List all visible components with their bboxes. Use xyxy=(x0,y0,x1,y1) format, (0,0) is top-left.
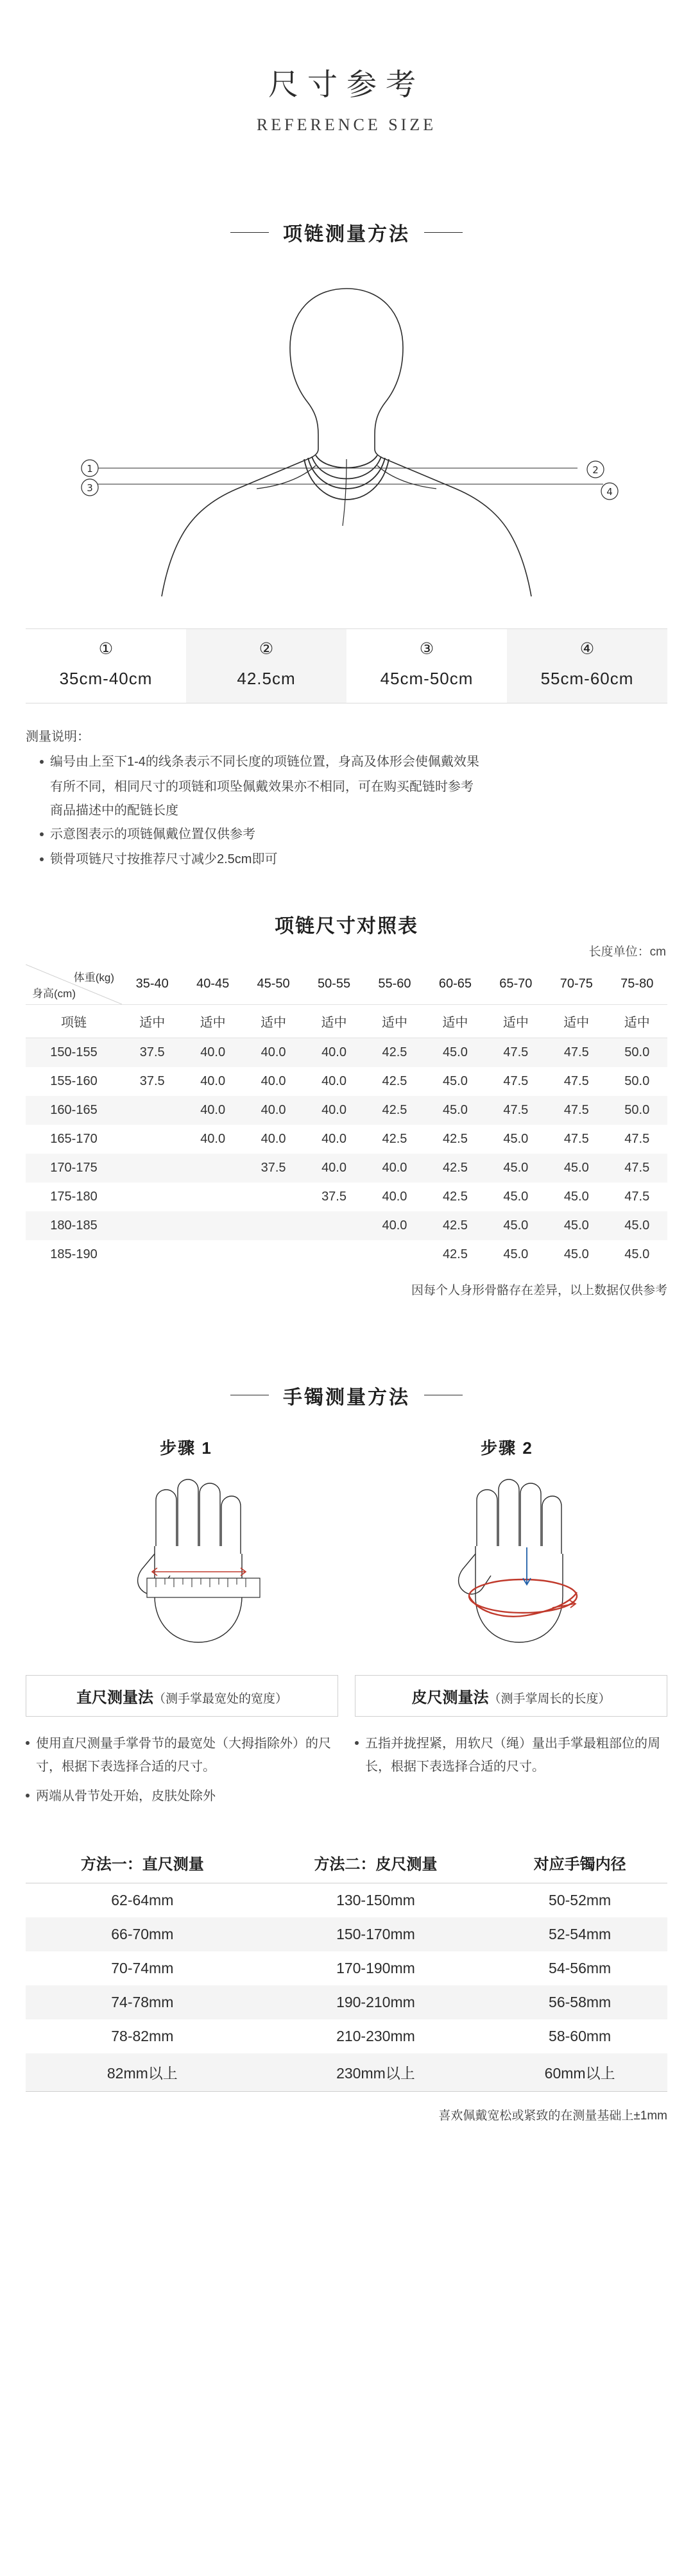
sub-header-label: 项链 xyxy=(26,1004,122,1038)
table-row xyxy=(26,1883,667,1917)
row-height: 150-155 xyxy=(50,1045,98,1059)
cell: 40.0 xyxy=(200,1131,226,1146)
method-2-title: 皮尺测量法 xyxy=(411,1688,489,1706)
cell: 210-230mm xyxy=(336,2027,415,2044)
cell: 45.0 xyxy=(563,1189,589,1204)
cell: 42.5 xyxy=(442,1131,468,1146)
cell: 45.0 xyxy=(503,1131,529,1146)
cell: 37.5 xyxy=(261,1160,286,1175)
cell: 40.0 xyxy=(200,1102,226,1117)
corner-height-label: 身高(cm) xyxy=(32,987,76,1000)
rule-left xyxy=(230,232,269,233)
cell xyxy=(122,1096,182,1125)
cell: 37.5 xyxy=(139,1045,165,1059)
bracelet-step-2 xyxy=(346,1435,667,1666)
band-cell-4 xyxy=(507,629,667,703)
cell: 130-150mm xyxy=(336,1891,415,1908)
hand-illustration-tape xyxy=(346,1470,667,1666)
cell: 40.0 xyxy=(382,1160,407,1175)
cell xyxy=(243,1240,304,1269)
cell: 45.0 xyxy=(624,1247,650,1261)
cell xyxy=(304,1211,364,1240)
cell: 50-52mm xyxy=(549,1891,612,1908)
cell: 45.0 xyxy=(563,1247,589,1261)
cell: 52-54mm xyxy=(549,1925,612,1942)
cell: 50.0 xyxy=(624,1102,650,1117)
cell: 45.0 xyxy=(503,1218,529,1233)
cell: 40.0 xyxy=(261,1045,286,1059)
cell: 42.5 xyxy=(382,1102,407,1117)
row-height: 155-160 xyxy=(50,1073,98,1088)
bracelet-notes-right xyxy=(355,1732,667,1814)
band-cell-2 xyxy=(186,629,346,703)
method-1-title: 直尺测量法 xyxy=(76,1688,153,1706)
sub-header-2: 适中 xyxy=(243,1004,304,1038)
sub-header-0: 适中 xyxy=(122,1004,182,1038)
page-header xyxy=(0,0,693,135)
cell: 60mm以上 xyxy=(492,2053,667,2092)
cell: 40.0 xyxy=(382,1218,407,1233)
cell xyxy=(182,1240,243,1269)
cell: 66-70mm xyxy=(111,1925,174,1942)
bracelet-note-right-1: 五指并拢捏紧，用软尺（绳）量出手掌最粗部位的周长，根据下表选择合适的尺寸。 xyxy=(355,1732,667,1778)
page-title-cn: 尺寸参考 xyxy=(268,69,425,102)
row-height: 170-175 xyxy=(50,1160,98,1175)
cell: 40.0 xyxy=(321,1160,346,1175)
bracelet-note-left-2: 两端从骨节处开始，皮肤处除外 xyxy=(26,1785,338,1808)
necklace-title-text: 项链测量方法 xyxy=(283,224,410,245)
sub-header-1: 适中 xyxy=(182,1004,243,1038)
cell xyxy=(122,1154,182,1183)
cell: 45.0 xyxy=(503,1160,529,1175)
bracelet-note-left-1: 使用直尺测量手掌骨节的最宽处（大拇指除外）的尺寸，根据下表选择合适的尺寸。 xyxy=(26,1732,338,1778)
cell: 40.0 xyxy=(261,1073,286,1088)
cell: 45.0 xyxy=(624,1218,650,1233)
bracelet-notes-left xyxy=(26,1732,338,1814)
cell: 45.0 xyxy=(503,1247,529,1261)
notes-lead: 测量说明： xyxy=(26,729,90,744)
bracelet-col-header-0: 方法一：直尺测量 xyxy=(26,1844,259,1883)
cell: 42.5 xyxy=(442,1247,468,1261)
cell: 62-64mm xyxy=(111,1891,174,1908)
cell: 40.0 xyxy=(200,1045,226,1059)
cell: 82mm以上 xyxy=(26,2053,259,2092)
cell: 47.5 xyxy=(503,1073,529,1088)
cell: 47.5 xyxy=(563,1073,589,1088)
cell: 40.0 xyxy=(261,1102,286,1117)
cell xyxy=(122,1240,182,1269)
col-header-5: 60-65 xyxy=(425,964,485,1005)
band-number-2: ② xyxy=(259,640,274,658)
col-header-8: 75-80 xyxy=(607,964,668,1005)
cell: 42.5 xyxy=(442,1160,468,1175)
table-row xyxy=(26,1211,667,1240)
cell: 37.5 xyxy=(139,1073,165,1088)
size-table-unit: 长度单位：cm xyxy=(588,945,666,959)
band-value-1: 35cm-40cm xyxy=(59,668,153,688)
cell: 42.5 xyxy=(442,1218,468,1233)
cell: 170-190mm xyxy=(336,1959,415,1976)
necklace-notes xyxy=(26,725,667,871)
band-number-3: ③ xyxy=(419,640,434,658)
cell: 45.0 xyxy=(503,1189,529,1204)
svg-text:2: 2 xyxy=(592,464,599,476)
col-header-7: 70-75 xyxy=(546,964,606,1005)
cell: 45.0 xyxy=(442,1073,468,1088)
col-header-6: 65-70 xyxy=(486,964,546,1005)
cell: 47.5 xyxy=(503,1045,529,1059)
cell: 56-58mm xyxy=(549,1993,612,2010)
table-row xyxy=(26,2019,667,2053)
method-box-tape xyxy=(355,1675,667,1717)
necklace-section-title xyxy=(0,218,693,246)
col-header-3: 50-55 xyxy=(304,964,364,1005)
necklace-illustration xyxy=(0,263,693,622)
cell: 42.5 xyxy=(382,1045,407,1059)
col-header-2: 45-50 xyxy=(243,964,304,1005)
cell xyxy=(304,1240,364,1269)
band-cell-1 xyxy=(26,629,186,703)
cell: 40.0 xyxy=(321,1073,346,1088)
cell: 78-82mm xyxy=(111,2027,174,2044)
method-2-sub: （测手掌周长的长度） xyxy=(488,1692,611,1706)
cell: 42.5 xyxy=(382,1131,407,1146)
sub-header-6: 适中 xyxy=(486,1004,546,1038)
cell: 40.0 xyxy=(200,1073,226,1088)
cell: 47.5 xyxy=(503,1102,529,1117)
cell: 74-78mm xyxy=(111,1993,174,2010)
sub-header-7: 适中 xyxy=(546,1004,606,1038)
note-item-1-cont-b: 商品描述中的配链长度 xyxy=(50,803,178,818)
cell: 45.0 xyxy=(563,1218,589,1233)
cell: 45.0 xyxy=(563,1160,589,1175)
sub-header-5: 适中 xyxy=(425,1004,485,1038)
band-number-1: ① xyxy=(98,640,114,658)
necklace-size-band xyxy=(26,628,667,703)
band-value-4: 55cm-60cm xyxy=(540,668,634,688)
bracelet-title-text: 手镯测量方法 xyxy=(283,1386,410,1408)
size-table-footnote: 因每个人身形骨骼存在差异，以上数据仅供参考 xyxy=(411,1283,667,1297)
svg-text:1: 1 xyxy=(87,463,93,475)
bracelet-method-boxes xyxy=(26,1675,667,1717)
sub-header-3: 适中 xyxy=(304,1004,364,1038)
bracelet-size-table xyxy=(26,1844,667,2092)
necklace-size-table xyxy=(26,964,667,1269)
bracelet-steps xyxy=(26,1435,667,1666)
bracelet-section-title xyxy=(0,1381,693,1410)
table-row xyxy=(26,1183,667,1211)
cell: 190-210mm xyxy=(336,1993,415,2010)
cell xyxy=(122,1183,182,1211)
cell xyxy=(243,1183,304,1211)
table-row xyxy=(26,1125,667,1154)
table-row xyxy=(26,1096,667,1125)
cell xyxy=(122,1211,182,1240)
cell: 70-74mm xyxy=(111,1959,174,1976)
table-row xyxy=(26,1038,667,1067)
cell: 47.5 xyxy=(563,1102,589,1117)
row-height: 180-185 xyxy=(50,1218,98,1233)
cell: 40.0 xyxy=(321,1131,346,1146)
table-row xyxy=(26,1240,667,1269)
cell: 42.5 xyxy=(442,1189,468,1204)
row-height: 160-165 xyxy=(50,1102,98,1117)
table-row xyxy=(26,1154,667,1183)
step-1-label: 步骤 1 xyxy=(160,1438,212,1458)
cell: 47.5 xyxy=(563,1131,589,1146)
size-table-title: 项链尺寸对照表 xyxy=(275,915,418,937)
table-row xyxy=(26,1985,667,2019)
svg-text:3: 3 xyxy=(87,482,93,494)
cell: 37.5 xyxy=(321,1189,346,1204)
svg-text:4: 4 xyxy=(606,486,613,498)
cell xyxy=(243,1211,304,1240)
band-cell-3 xyxy=(346,629,507,703)
cell: 40.0 xyxy=(261,1131,286,1146)
note-item-3: 锁骨项链尺寸按推荐尺寸减少2.5cm即可 xyxy=(40,848,667,871)
band-value-2: 42.5cm xyxy=(237,668,296,688)
cell: 47.5 xyxy=(624,1131,650,1146)
cell: 45.0 xyxy=(442,1102,468,1117)
sub-header-8: 适中 xyxy=(607,1004,668,1038)
sub-header-4: 适中 xyxy=(364,1004,425,1038)
table-row xyxy=(26,1951,667,1985)
hand-illustration-ruler xyxy=(26,1470,346,1666)
cell: 47.5 xyxy=(624,1189,650,1204)
bracelet-col-header-2: 对应手镯内径 xyxy=(492,1844,667,1883)
row-height: 185-190 xyxy=(50,1247,98,1261)
method-1-sub: （测手掌最宽处的宽度） xyxy=(153,1692,287,1706)
row-height: 165-170 xyxy=(50,1131,98,1146)
col-header-0: 35-40 xyxy=(122,964,182,1005)
step-2-label: 步骤 2 xyxy=(481,1438,533,1458)
cell: 47.5 xyxy=(563,1045,589,1059)
note-item-1: 编号由上至下1-4的线条表示不同长度的项链位置，身高及体形会使佩戴效果 xyxy=(40,750,667,774)
cell: 150-170mm xyxy=(336,1925,415,1942)
rule-right xyxy=(424,232,463,233)
note-item-1-cont-a: 有所不同，相同尺寸的项链和项坠佩戴效果亦不相同，可在购买配链时参考 xyxy=(50,779,474,794)
bracelet-table-footnote: 喜欢佩戴宽松或紧致的在测量基础上±1mm xyxy=(438,2109,667,2123)
cell xyxy=(182,1211,243,1240)
cell: 54-56mm xyxy=(549,1959,612,1976)
row-height: 175-180 xyxy=(50,1189,98,1204)
col-header-1: 40-45 xyxy=(182,964,243,1005)
bracelet-col-header-1: 方法二：皮尺测量 xyxy=(259,1844,493,1883)
table-corner-cell xyxy=(26,964,122,1005)
corner-weight-label: 体重(kg) xyxy=(73,971,114,984)
cell: 47.5 xyxy=(624,1160,650,1175)
cell: 58-60mm xyxy=(549,2027,612,2044)
cell xyxy=(182,1183,243,1211)
cell: 40.0 xyxy=(321,1102,346,1117)
bracelet-step-1 xyxy=(26,1435,346,1666)
page-title-en: REFERENCE SIZE xyxy=(256,115,437,134)
cell xyxy=(122,1125,182,1154)
col-header-4: 55-60 xyxy=(364,964,425,1005)
cell: 50.0 xyxy=(624,1045,650,1059)
band-value-3: 45cm-50cm xyxy=(380,668,474,688)
method-box-ruler xyxy=(26,1675,338,1717)
cell: 42.5 xyxy=(382,1073,407,1088)
band-number-4: ④ xyxy=(579,640,595,658)
cell xyxy=(364,1240,425,1269)
cell: 40.0 xyxy=(382,1189,407,1204)
table-row xyxy=(26,1917,667,1951)
cell xyxy=(182,1154,243,1183)
cell: 45.0 xyxy=(442,1045,468,1059)
note-item-2: 示意图表示的项链佩戴位置仅供参考 xyxy=(40,823,667,846)
cell: 40.0 xyxy=(321,1045,346,1059)
cell: 50.0 xyxy=(624,1073,650,1088)
bracelet-notes xyxy=(26,1732,667,1814)
cell: 230mm以上 xyxy=(259,2053,493,2092)
table-row xyxy=(26,2053,667,2092)
table-row xyxy=(26,1067,667,1096)
